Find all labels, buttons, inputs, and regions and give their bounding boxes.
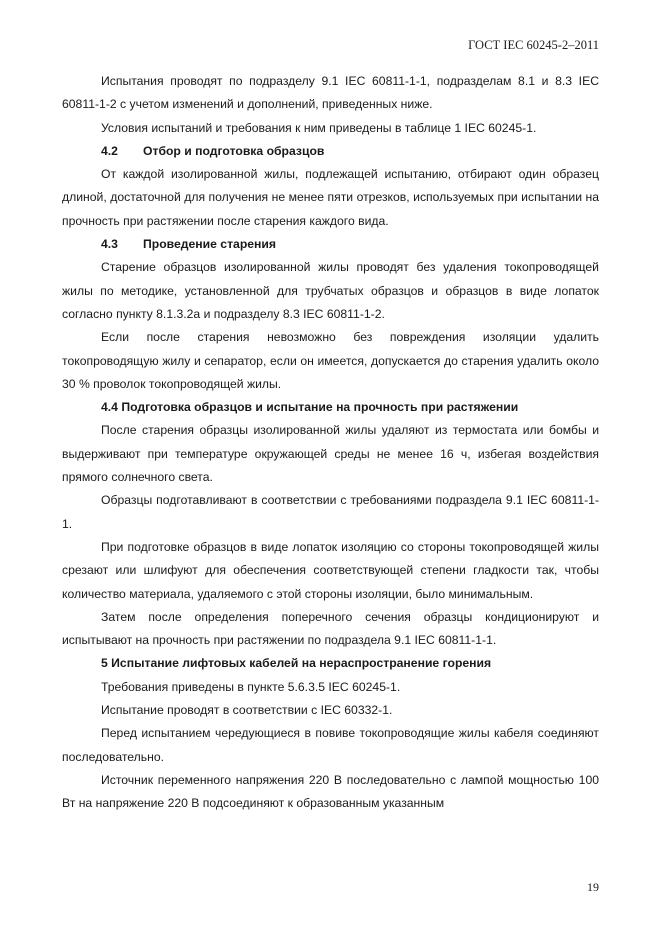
paragraph: Испытания проводят по подразделу 9.1 IEC 60811-1-1, подразделам 8.1 и 8.3 IEC 60811-1-2 с учетом изменений и дополнений, приведенных ниже. [62,74,599,112]
section-heading-4-3 [62,233,599,256]
section-heading-5: 5 Испытание лифтовых кабелей на нераспространение горения [101,656,492,671]
section-heading-4-2 [62,140,599,163]
paragraph: Образцы подготавливают в соответствии с требованиями подраздела 9.1 IEC 60811-1-1. [62,493,599,531]
document-body [62,70,599,816]
document-id-header: ГОСТ IEC 60245-2–2011 [468,38,599,52]
paragraph: Перед испытанием чередующиеся в повиве токопроводящие жилы кабеля соединяют последовательно. [62,726,599,764]
paragraph: Условия испытаний и требования к ним приведены в таблице 1 IEC 60245-1. [101,120,537,135]
paragraph: Если после старения невозможно без повреждения изоляции удалить токопроводящую жилу и сепаратор, если он имеется, допускается до старения удалить около 30 % проволок токопроводящей жилы. [62,330,599,391]
section-title: Отбор и подготовка образцов [143,143,325,158]
paragraph: Источник переменного напряжения 220 В последовательно с лампой мощностью 100 Вт на напряжение 220 В подсоединяют к образованным указанным [62,772,599,811]
section-number: 4.3 [101,237,118,252]
paragraph: Старение образцов изолированной жилы проводят без удаления токопроводящей жилы по методике, установленной для трубчатых образцов и образцов в виде лопаток согласно пункту 8.1.3.2а и подразделу 8.3 IEC 60811-1-2. [62,260,599,321]
section-number: 4.2 [101,143,118,158]
paragraph: При подготовке образцов в виде лопаток изоляцию со стороны токопроводящей жилы срезают или шлифуют для обеспечения соответствующей степени гладкости так, чтобы количество материала, удаляемого с этой стороны изоляции, было минимальным. [62,539,599,601]
paragraph: После старения образцы изолированной жилы удаляют из термостата или бомбы и выдерживают при температуре окружающей среды не менее 16 ч, избегая воздействия прямого солнечного света. [62,423,599,485]
paragraph: Требования приведены в пункте 5.6.3.5 IEC 60245-1. [101,679,401,694]
page-number: 19 [587,880,599,894]
paragraph: Затем после определения поперечного сечения образцы кондиционируют и испытывают на прочность при растяжении по подраздела 9.1 IEC 60811-1-1. [62,609,599,648]
section-heading-4-4: 4.4 Подготовка образцов и испытание на прочность при растяжении [101,400,519,415]
section-title: Проведение старения [143,237,277,252]
paragraph: От каждой изолированной жилы, подлежащей испытанию, отбирают один образец длиной, достаточной для получения не менее пяти отрезков, используемых при испытании на прочность при растяжении после старения каждого вида. [62,167,599,228]
paragraph: Испытание проводят в соответствии с IEC 60332-1. [101,703,393,718]
